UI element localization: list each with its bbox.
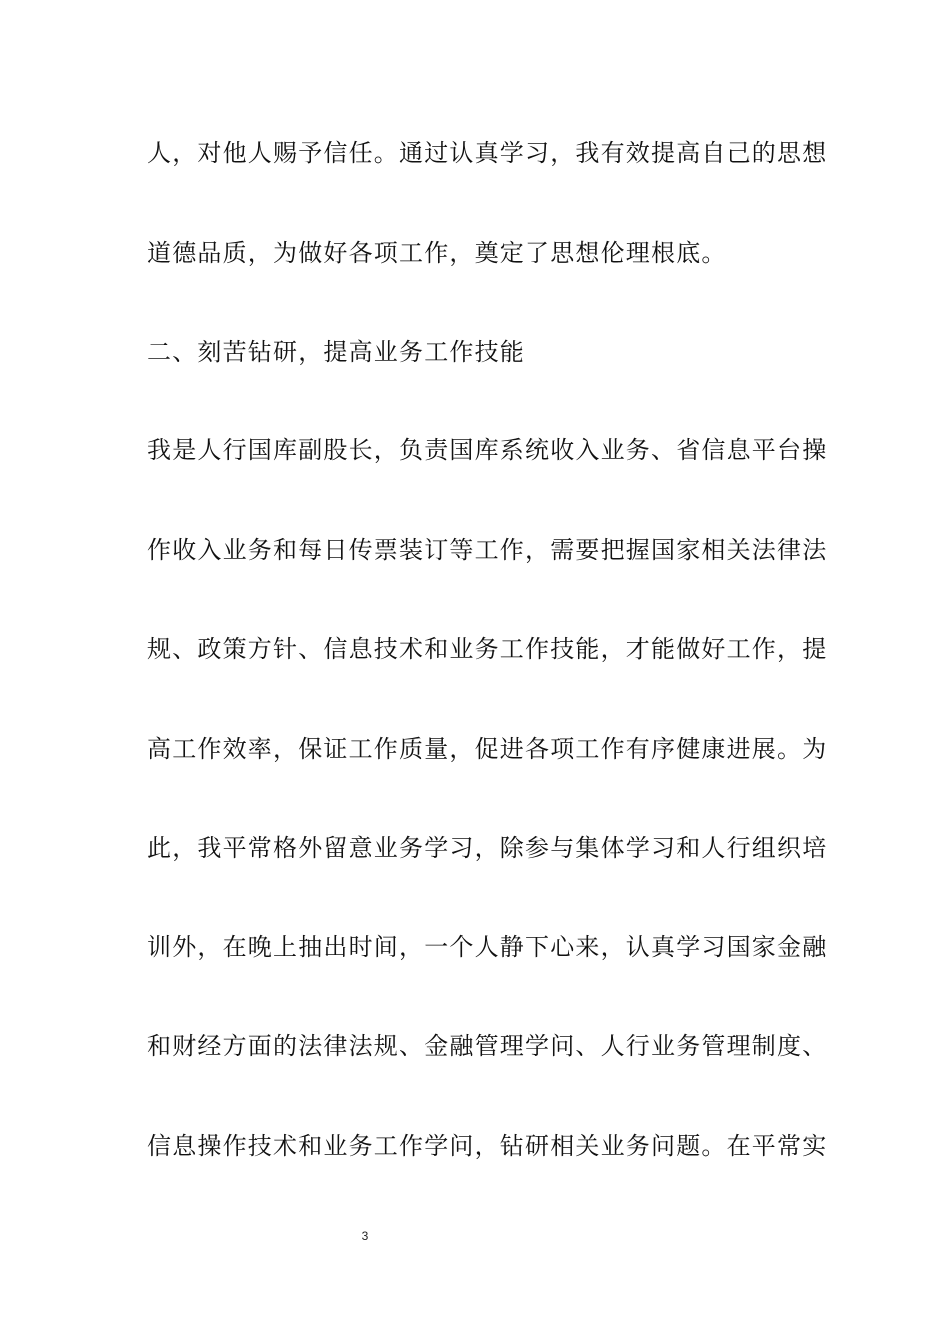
body-text-line: 规、政策方针、信息技术和业务工作技能，才能做好工作，提 (147, 635, 828, 663)
body-text-line: 人，对他人赐予信任。通过认真学习，我有效提高自己的思想 (147, 139, 828, 167)
body-text-line: 作收入业务和每日传票装订等工作，需要把握国家相关法律法 (147, 536, 828, 564)
body-text-line: 我是人行国库副股长，负责国库系统收入业务、省信息平台操 (147, 436, 828, 464)
body-text-line: 信息操作技术和业务工作学问，钻研相关业务问题。在平常实 (147, 1132, 828, 1160)
body-text-line: 此，我平常格外留意业务学习，除参与集体学习和人行组织培 (147, 834, 828, 862)
body-text-line: 训外，在晚上抽出时间，一个人静下心来，认真学习国家金融 (147, 933, 828, 961)
body-text-line: 高工作效率，保证工作质量，促进各项工作有序健康进展。为 (147, 735, 828, 763)
page-number: 3 (361, 1229, 369, 1243)
body-text-line: 和财经方面的法律法规、金融管理学问、人行业务管理制度、 (147, 1032, 828, 1060)
section-heading: 二、刻苦钻研，提高业务工作技能 (147, 338, 525, 366)
body-text-line: 道德品质，为做好各项工作，奠定了思想伦理根底。 (147, 239, 727, 267)
